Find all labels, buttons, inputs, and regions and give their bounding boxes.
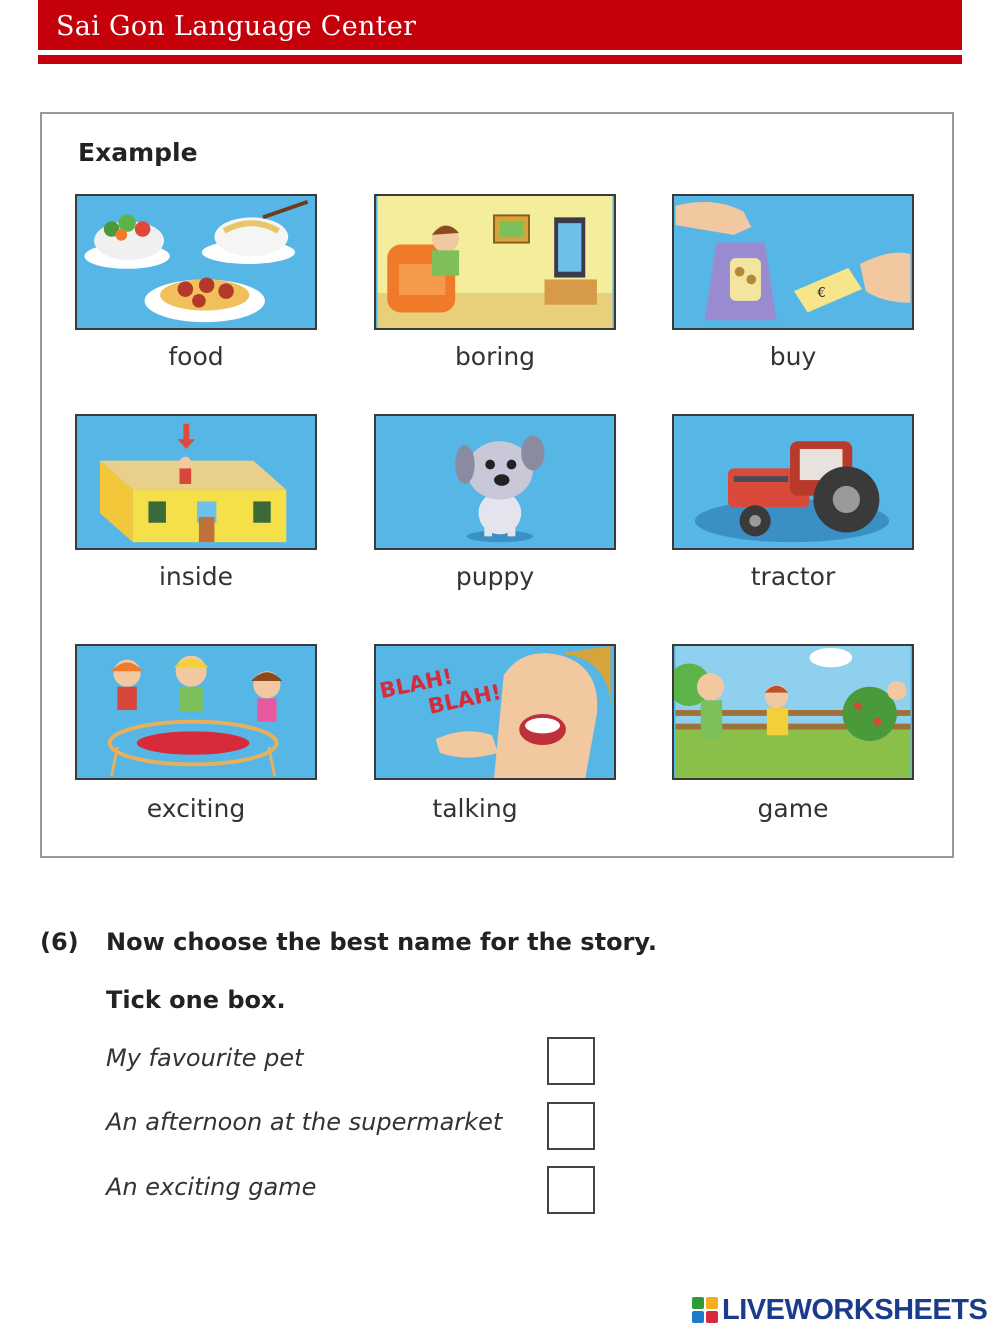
- puppy-label: puppy: [455, 562, 535, 591]
- option-label-game: An exciting game: [106, 1173, 317, 1201]
- food-label: food: [168, 342, 224, 371]
- exciting-label: exciting: [146, 794, 246, 823]
- tick-box-pet[interactable]: [547, 1037, 595, 1085]
- liveworksheets-brand: [692, 1294, 987, 1326]
- question-text: Now choose the best name for the story.: [106, 928, 657, 956]
- tractor-picture: [672, 414, 914, 550]
- boring-picture: [374, 194, 616, 330]
- boring-label: boring: [454, 342, 536, 371]
- buy-picture: [672, 194, 914, 330]
- game-label: game: [757, 794, 829, 823]
- buy-label: buy: [769, 342, 817, 371]
- svg-text:€: €: [817, 284, 826, 301]
- brand-text: LIVEWORKSHEETS: [722, 1293, 988, 1326]
- svg-text:BLAH!: BLAH!: [426, 679, 504, 720]
- game-picture: [672, 644, 914, 780]
- header-bar: [38, 0, 962, 50]
- talking-picture: [374, 644, 616, 780]
- tick-box-supermarket[interactable]: [547, 1102, 595, 1150]
- option-label-pet: My favourite pet: [106, 1044, 304, 1072]
- tractor-label: tractor: [750, 562, 836, 591]
- food-picture: [75, 194, 317, 330]
- liveworksheets-logo-icon: [692, 1297, 718, 1323]
- talking-label: talking: [432, 794, 518, 823]
- header-rule: [38, 55, 962, 64]
- example-title: Example: [78, 138, 198, 167]
- option-label-supermarket: An afternoon at the supermarket: [106, 1108, 503, 1136]
- svg-text:BLAH!: BLAH!: [377, 664, 456, 705]
- example-box: [40, 112, 954, 858]
- tick-instruction: Tick one box.: [106, 986, 286, 1014]
- puppy-picture: [374, 414, 616, 550]
- question-number: (6): [40, 928, 79, 956]
- inside-picture: [75, 414, 317, 550]
- header-title: Sai Gon Language Center: [56, 11, 417, 42]
- inside-label: inside: [158, 562, 233, 591]
- exciting-picture: [75, 644, 317, 780]
- tick-box-game[interactable]: [547, 1166, 595, 1214]
